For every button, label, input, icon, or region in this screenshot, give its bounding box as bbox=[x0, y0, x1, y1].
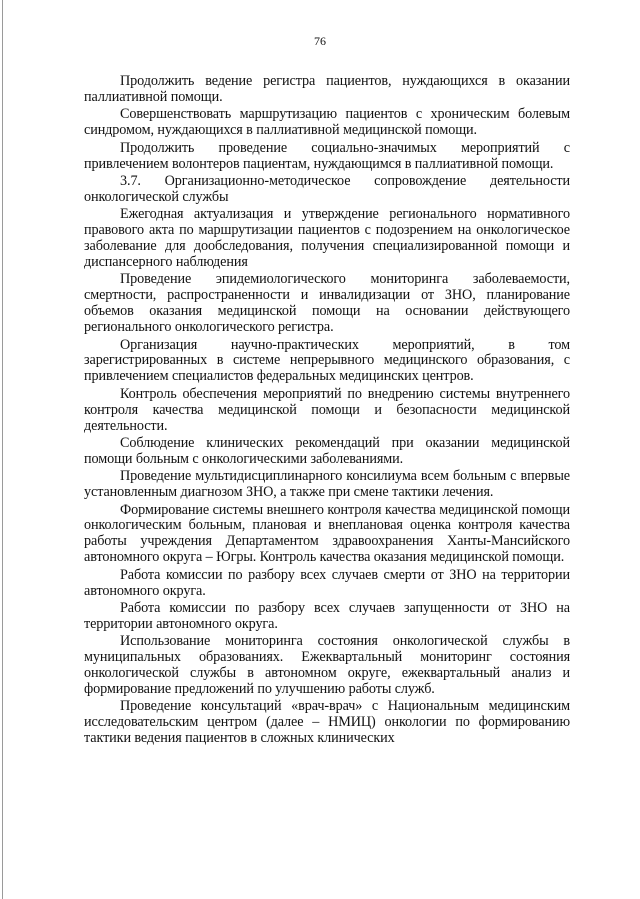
paragraph-external-quality-control: Формирование системы внешнего контроля качества медицинской помощи онкологическим больным, плановая и внеплановая оценка контроля качества работы учреждения Департаментом здравоохранения Ханты-Мансийского автономного округа – Югры. Контроль качества оказания медицинской помощи. bbox=[84, 501, 570, 566]
paragraph-clinical-guidelines: Соблюдение клинических рекомендаций при оказании медицинской помощи больным с онкологическими заболеваниями. bbox=[84, 434, 570, 467]
paragraph-internal-quality-control: Контроль обеспечения мероприятий по внедрению системы внутреннего контроля качества медицинской помощи и безопасности медицинской деятельности. bbox=[84, 385, 570, 434]
paragraph-volunteers: Продолжить проведение социально-значимых мероприятий с привлечением волонтеров пациентам, нуждающимся в паллиативной помощи. bbox=[84, 139, 570, 172]
paragraph-scientific-events: Организация научно-практических мероприятий, в том зарегистрированных в системе непрерывного медицинского образования, с привлечением специалистов федеральных медицинских центров. bbox=[84, 336, 570, 385]
page-edge bbox=[2, 0, 3, 899]
paragraph-service-monitoring: Использование мониторинга состояния онкологической службы в муниципальных образованиях. Ежеквартальный мониторинг состояния онкологической службы в автономном округе, ежеквартальный анализ и формирование предложений по улучшению работы служб. bbox=[84, 633, 570, 698]
paragraph-neglect-review-commission: Работа комиссии по разбору всех случаев запущенности от ЗНО на территории автономного округа. bbox=[84, 600, 570, 632]
document-body bbox=[84, 74, 570, 749]
paragraph-multidisciplinary-council: Проведение мультидисциплинарного консилиума всем больным с впервые установленным диагнозом ЗНО, а также при смене тактики лечения. bbox=[84, 468, 570, 501]
section-heading-3-7: 3.7. Организационно-методическое сопровождение деятельности онкологической службы bbox=[84, 172, 570, 205]
paragraph-epidemiological-monitoring: Проведение эпидемиологического мониторинга заболеваемости, смертности, распространенности и инвалидизации от ЗНО, планирование объемов оказания медицинской помощи на основании действующего регионального онкологического регистра. bbox=[84, 271, 570, 336]
paragraph-regulatory-act: Ежегодная актуализация и утверждение регионального нормативного правового акта по маршрутизации пациентов с подозрением на онкологическое заболевание для дообследования, получения специализированной помощи и диспансерного наблюдения bbox=[84, 206, 570, 270]
page-number: 76 bbox=[314, 34, 326, 48]
paragraph-pain-routing: Совершенствовать маршрутизацию пациентов с хроническим болевым синдромом, нуждающихся в паллиативной медицинской помощи. bbox=[84, 106, 570, 139]
paragraph-death-review-commission: Работа комиссии по разбору всех случаев смерти от ЗНО на территории автономного округа. bbox=[84, 566, 570, 599]
paragraph-doctor-consultations: Проведение консультаций «врач-врач» с Национальным медицинским исследовательским центром (далее – НМИЦ) онкологии по формированию тактики ведения пациентов в сложных клинических bbox=[84, 698, 570, 747]
paragraph-palliative-registry: Продолжить ведение регистра пациентов, нуждающихся в оказании паллиативной помощи. bbox=[84, 73, 570, 105]
